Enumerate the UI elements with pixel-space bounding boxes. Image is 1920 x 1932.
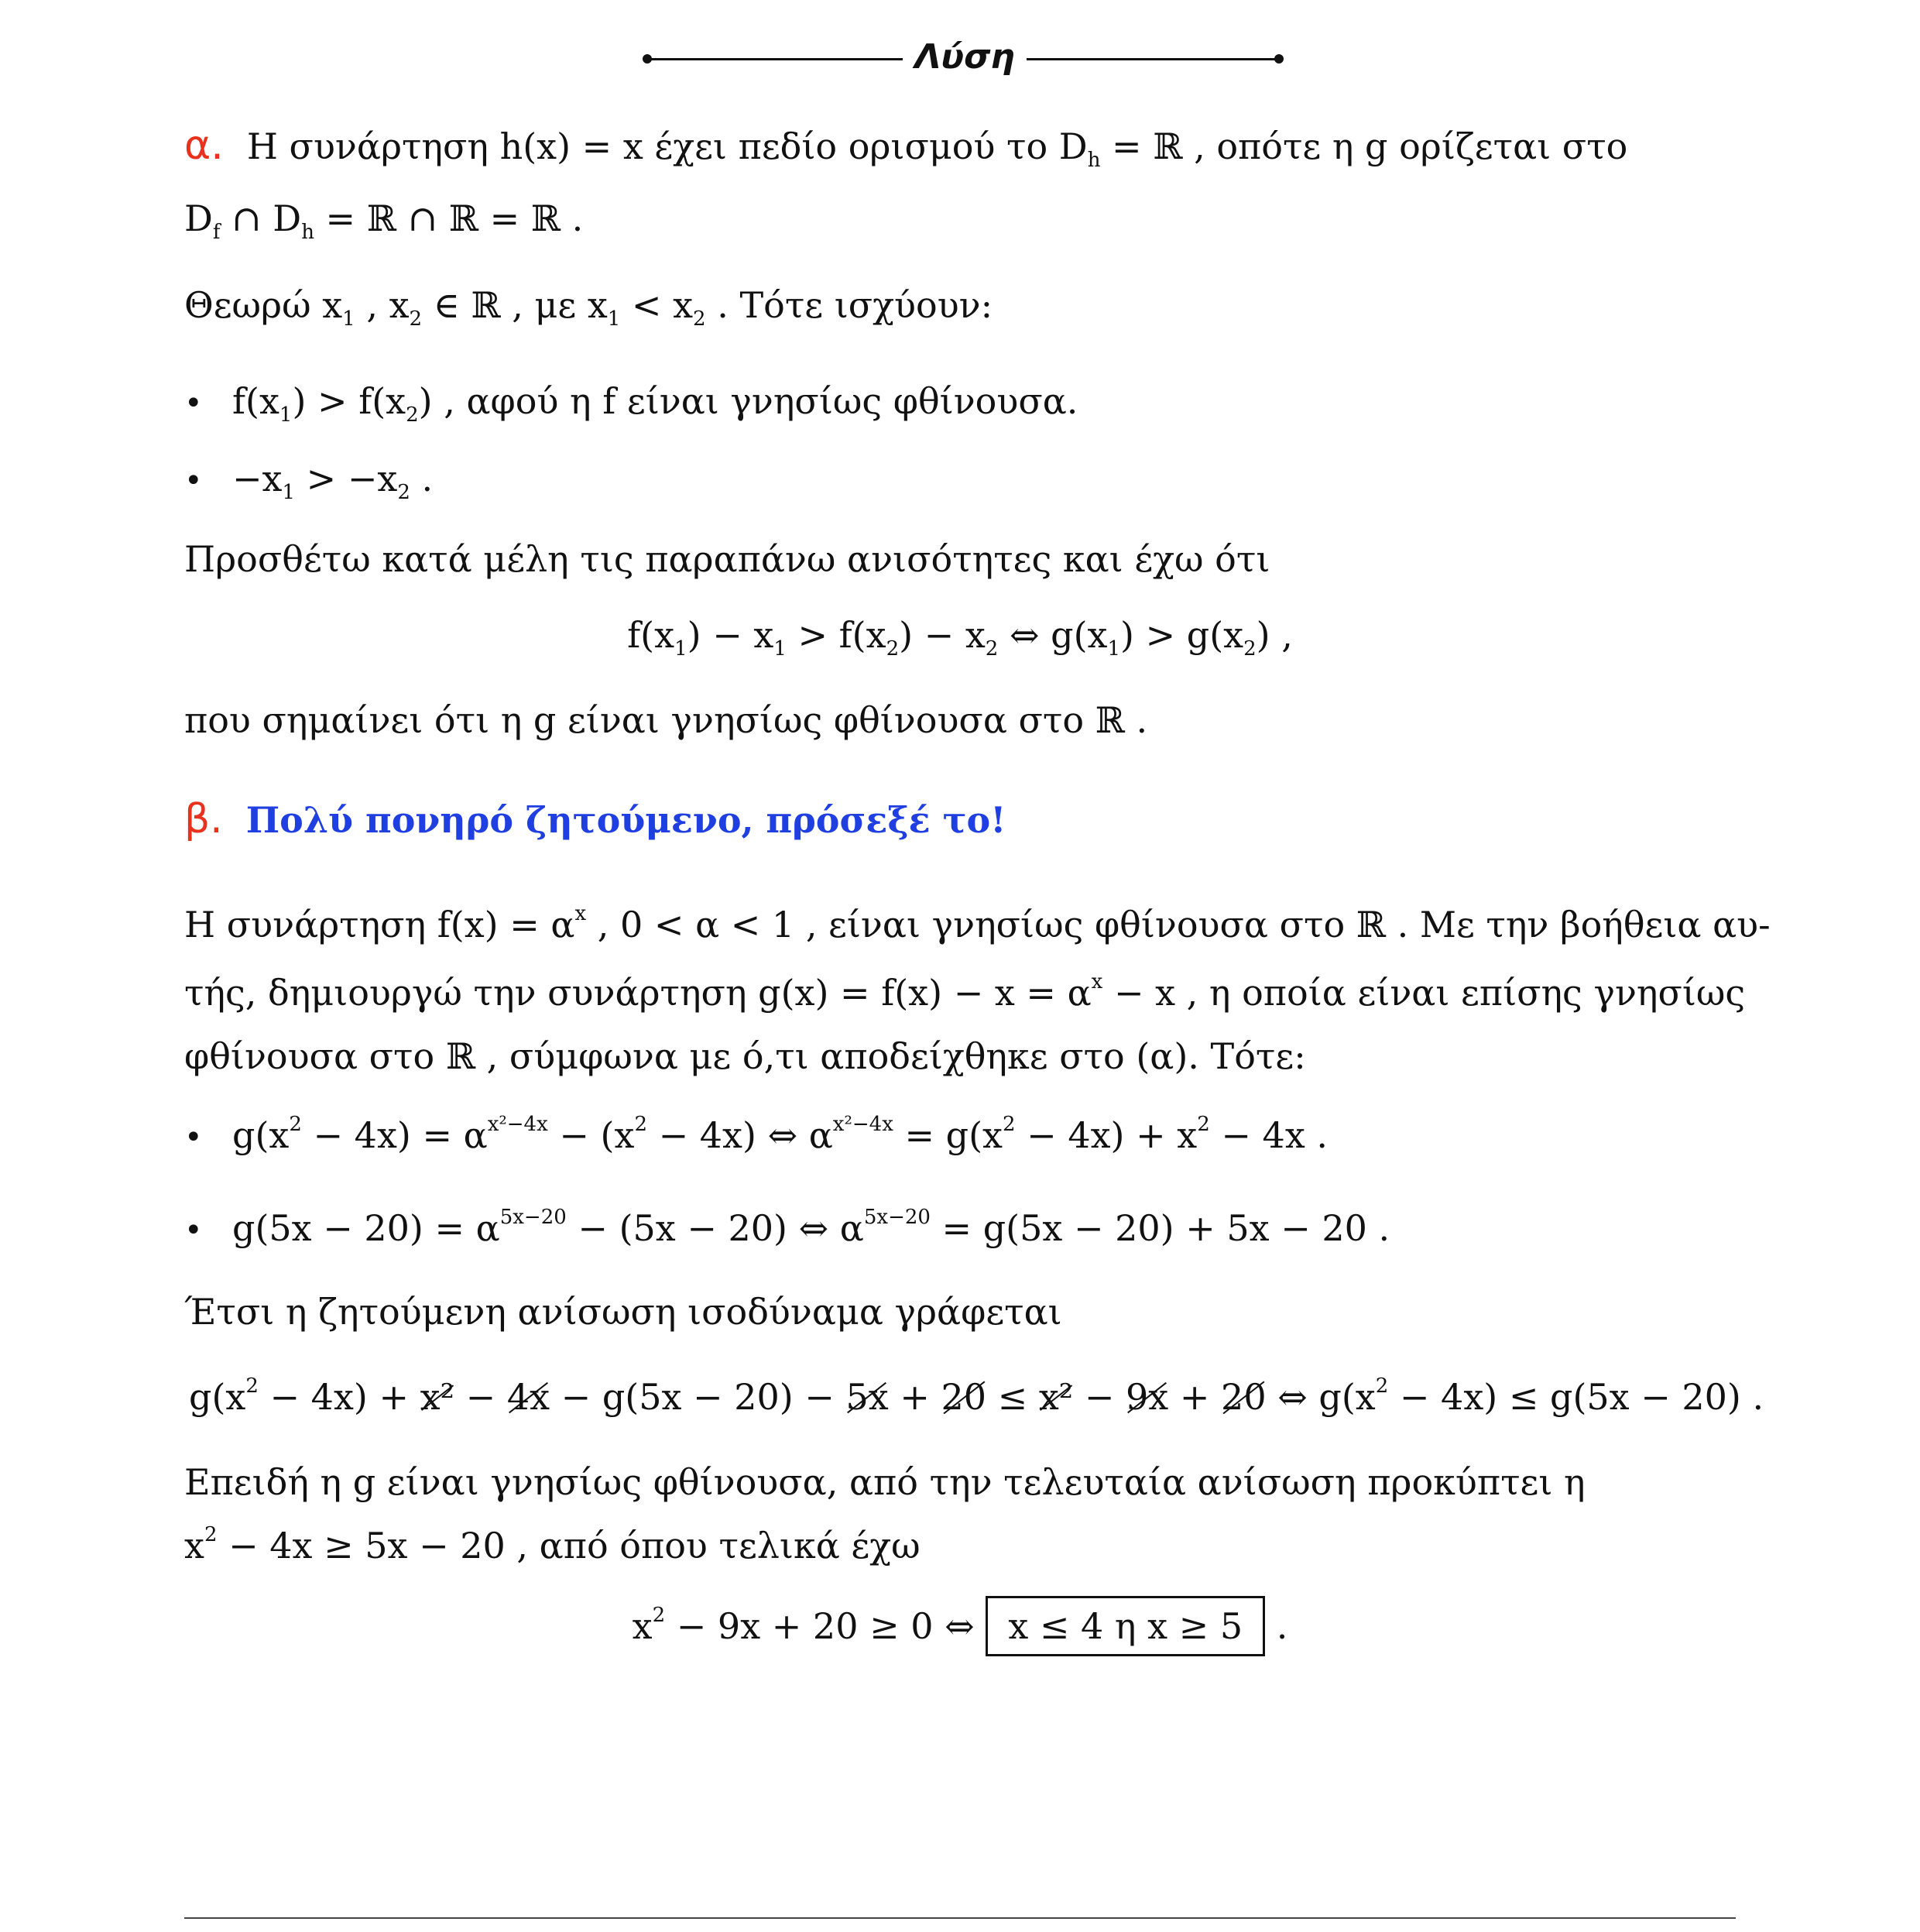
superscript: 5x−20 bbox=[499, 1206, 567, 1229]
text: Θεωρώ x bbox=[184, 284, 343, 326]
part-a-bullet-1 bbox=[184, 378, 1078, 427]
part-b-para-1 bbox=[184, 901, 1771, 948]
text: . Τότε ισχύουν: bbox=[705, 284, 993, 326]
subscript: 2 bbox=[397, 481, 410, 504]
text: ) > f(x bbox=[292, 380, 406, 422]
text: . bbox=[1265, 1605, 1288, 1647]
solution-header bbox=[0, 34, 1920, 81]
part-b-inequality bbox=[189, 1374, 1764, 1420]
superscript: 2 bbox=[1375, 1374, 1389, 1398]
text: ⇔ g(x bbox=[998, 614, 1108, 656]
text: ∩ D bbox=[220, 197, 302, 239]
text: − (5x − 20) ⇔ α bbox=[566, 1207, 864, 1249]
subscript: 1 bbox=[342, 307, 355, 331]
part-b-heading-line bbox=[184, 796, 1006, 843]
superscript: x bbox=[574, 902, 587, 925]
text: ⇔ g(x bbox=[1266, 1376, 1376, 1418]
superscript: 2 bbox=[289, 1113, 302, 1136]
header-dot-right bbox=[1274, 54, 1284, 63]
superscript: 2 bbox=[1197, 1113, 1210, 1136]
text: −x bbox=[232, 458, 283, 499]
header-title: Λύση bbox=[914, 37, 1015, 77]
footer-rule bbox=[184, 1917, 1736, 1919]
final-answer-box: x ≤ 4 η x ≥ 5 bbox=[986, 1596, 1265, 1656]
subscript: 1 bbox=[607, 307, 621, 331]
part-b-para-4: Έτσι η ζητούμενη ανίσωση ισοδύναμα γράφεται bbox=[184, 1291, 1062, 1333]
bullet-icon: • bbox=[184, 1120, 203, 1155]
cancelled-term: 9x bbox=[1126, 1374, 1168, 1420]
part-a-equation bbox=[0, 612, 1920, 661]
part-b-para-6 bbox=[184, 1522, 921, 1569]
text: < x bbox=[620, 284, 694, 326]
text: − 4x) = α bbox=[301, 1114, 488, 1156]
superscript: 2 bbox=[652, 1604, 666, 1627]
text: x bbox=[184, 1525, 204, 1567]
part-b-bullet-2 bbox=[184, 1205, 1390, 1254]
superscript: 2 bbox=[1003, 1113, 1016, 1136]
text: Η συνάρτηση f(x) = α bbox=[184, 904, 575, 945]
superscript: 2 bbox=[204, 1523, 218, 1546]
text: − (x bbox=[547, 1114, 635, 1156]
subscript: 2 bbox=[409, 307, 423, 331]
text: Η συνάρτηση h(x) = x έχει πεδίο ορισμού το D bbox=[246, 125, 1088, 167]
subscript: 1 bbox=[674, 637, 687, 661]
superscript: 5x−20 bbox=[863, 1206, 931, 1229]
superscript: 2 bbox=[634, 1113, 647, 1136]
cancelled-term: 20 bbox=[1221, 1374, 1267, 1420]
subscript: f bbox=[212, 221, 221, 244]
superscript: 2 bbox=[245, 1374, 259, 1398]
subscript: 1 bbox=[773, 637, 787, 661]
subscript: 1 bbox=[282, 481, 296, 504]
subscript: 2 bbox=[985, 637, 999, 661]
part-a-line-3 bbox=[184, 282, 993, 331]
text: g(5x − 20) = α bbox=[232, 1207, 500, 1249]
part-a-line-2 bbox=[184, 195, 583, 242]
part-b-bullet-1 bbox=[184, 1112, 1328, 1161]
part-b-para-5: Επειδή η g είναι γνησίως φθίνουσα, από την τελευταία ανίσωση προκύπτει η bbox=[184, 1461, 1586, 1503]
text: + bbox=[888, 1376, 941, 1418]
header-rule-left bbox=[647, 58, 903, 60]
part-a-line-8: που σημαίνει ότι η g είναι γνησίως φθίνουσα στο ℝ . bbox=[184, 699, 1148, 741]
part-b-heading: Πολύ πονηρό ζητούμενο, πρόσεξέ το! bbox=[245, 799, 1006, 841]
subscript: 2 bbox=[1243, 637, 1257, 661]
text: , 0 < α < 1 , είναι γνησίως φθίνουσα στο ℝ . Με την βοήθεια αυ- bbox=[586, 904, 1771, 945]
text: ) , bbox=[1256, 614, 1293, 656]
cancelled-term: x² bbox=[1039, 1374, 1073, 1420]
text: − x , η οποία είναι επίσης γνησίως bbox=[1102, 972, 1746, 1014]
text: = ℝ , οπότε η g ορίζεται στο bbox=[1100, 125, 1628, 167]
text: ≤ bbox=[986, 1376, 1039, 1418]
bullet-icon: • bbox=[184, 386, 203, 421]
text: > −x bbox=[295, 458, 398, 499]
text: f(x bbox=[232, 380, 279, 422]
text: = g(5x − 20) + 5x − 20 . bbox=[930, 1207, 1390, 1249]
superscript: x bbox=[1091, 970, 1103, 993]
bullet-icon: • bbox=[184, 1213, 203, 1248]
text: − 4x) + bbox=[258, 1376, 420, 1418]
part-a-line-6: Προσθέτω κατά μέλη τις παραπάνω ανισότητες και έχω ότι bbox=[184, 538, 1270, 580]
cancelled-term: x² bbox=[420, 1374, 454, 1420]
text: − bbox=[454, 1376, 507, 1418]
text: x bbox=[632, 1605, 653, 1647]
superscript: x²−4x bbox=[832, 1113, 893, 1136]
part-a-line-1 bbox=[184, 122, 1627, 170]
text: = g(x bbox=[893, 1114, 1003, 1156]
cancelled-term: 5x bbox=[845, 1374, 888, 1420]
bullet-icon: • bbox=[184, 463, 203, 499]
text: ) > g(x bbox=[1120, 614, 1244, 656]
subscript: h bbox=[1087, 149, 1101, 172]
cancelled-term: 20 bbox=[941, 1374, 987, 1420]
text: − 4x . bbox=[1209, 1114, 1329, 1156]
text: g(x bbox=[232, 1114, 290, 1156]
text: g(x bbox=[189, 1376, 246, 1418]
text: + bbox=[1168, 1376, 1222, 1418]
text: − 9x + 20 ≥ 0 ⇔ bbox=[665, 1605, 986, 1647]
part-b-marker: β. bbox=[184, 796, 223, 842]
superscript: x²−4x bbox=[487, 1113, 548, 1136]
part-b-final bbox=[0, 1595, 1920, 1657]
text: f(x bbox=[627, 614, 675, 656]
text: = ℝ ∩ ℝ = ℝ . bbox=[314, 197, 584, 239]
text: . bbox=[410, 458, 434, 499]
text: ∈ ℝ , με x bbox=[422, 284, 608, 326]
part-b-para-2 bbox=[184, 969, 1745, 1016]
subscript: 2 bbox=[886, 637, 900, 661]
text: − 4x) + x bbox=[1015, 1114, 1198, 1156]
text: D bbox=[184, 197, 213, 239]
subscript: 1 bbox=[279, 403, 293, 427]
part-b-para-3: φθίνουσα στο ℝ , σύμφωνα με ό,τι αποδείχθηκε στο (α). Τότε: bbox=[184, 1035, 1306, 1077]
text: − 4x) ⇔ α bbox=[647, 1114, 833, 1156]
cancelled-term: 4x bbox=[507, 1374, 550, 1420]
text: ) − x bbox=[687, 614, 774, 656]
text: , x bbox=[355, 284, 410, 326]
part-a-marker: α. bbox=[184, 122, 224, 169]
text: − bbox=[1073, 1376, 1126, 1418]
text: − g(5x − 20) − bbox=[550, 1376, 846, 1418]
text: ) , αφού η f είναι γνησίως φθίνουσα. bbox=[418, 380, 1078, 422]
text: ) − x bbox=[899, 614, 986, 656]
text: − 4x ≥ 5x − 20 , από όπου τελικά έχω bbox=[217, 1525, 921, 1567]
subscript: h bbox=[301, 221, 314, 244]
subscript: 2 bbox=[693, 307, 706, 331]
subscript: 2 bbox=[406, 403, 419, 427]
text: τής, δημιουργώ την συνάρτηση g(x) = f(x) − x = α bbox=[184, 972, 1092, 1014]
text: − 4x) ≤ g(5x − 20) . bbox=[1388, 1376, 1764, 1418]
subscript: 1 bbox=[1107, 637, 1121, 661]
text: > f(x bbox=[786, 614, 886, 656]
part-a-bullet-2 bbox=[184, 455, 433, 504]
header-rule-right bbox=[1027, 58, 1282, 60]
